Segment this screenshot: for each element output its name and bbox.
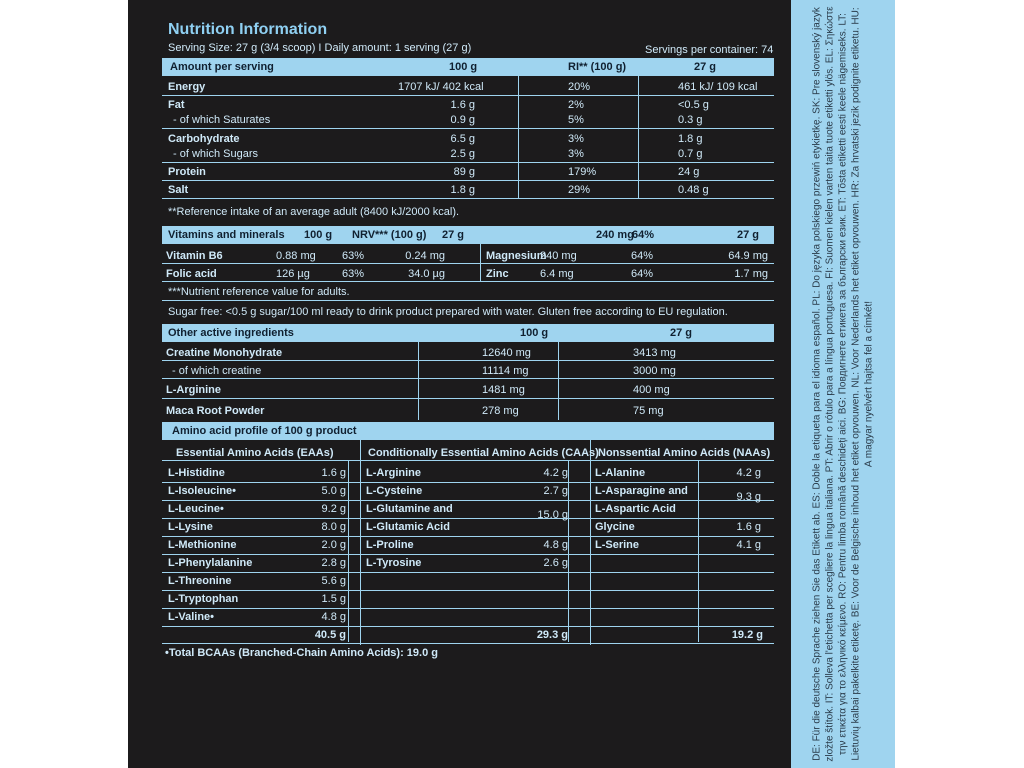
main-row-100g: 1.6 g bbox=[450, 99, 475, 111]
main-row-27g: 0.3 g bbox=[678, 114, 703, 126]
vit-row-label: Vitamin B6 bbox=[166, 250, 223, 262]
main-row-ri: 29% bbox=[568, 184, 591, 196]
eaa-row-value: 1.6 g bbox=[321, 467, 346, 479]
eaa-row-label: L-Valine• bbox=[168, 611, 215, 623]
eaa-total: 40.5 g bbox=[314, 629, 346, 641]
other-row-label: - of which creatine bbox=[172, 365, 262, 377]
vit-row-27g: 1.7 mg bbox=[734, 268, 768, 280]
other-row-100g: 1481 mg bbox=[482, 384, 525, 396]
vit-row-27g: 0.24 mg bbox=[405, 250, 445, 262]
vit-row-nrv: 64% bbox=[631, 268, 654, 280]
naa-title: Nonssential Amino Acids (NAAs) bbox=[598, 447, 771, 459]
vit-row-nrv: 63% bbox=[342, 250, 365, 262]
vit-row-nrv: 64% bbox=[631, 250, 654, 262]
other-row-100g: 12640 mg bbox=[482, 347, 531, 359]
naa-row-label: L-Alanine bbox=[595, 467, 646, 479]
caa-row-label: L-Cysteine bbox=[366, 485, 423, 497]
main-row-27g: <0.5 g bbox=[678, 99, 709, 111]
caa-row-label: L-Glutamine and bbox=[366, 503, 453, 515]
other-ingredients-header: Other active ingredients 100 g 27 g bbox=[162, 324, 774, 342]
naa-row-label: L-Aspartic Acid bbox=[595, 503, 676, 515]
serving-size: Serving Size: 27 g (3/4 scoop) I Daily amount: 1 serving (27 g) bbox=[168, 42, 472, 54]
nutrition-panel bbox=[128, 0, 791, 768]
eaa-row-label: L-Threonine bbox=[168, 575, 232, 587]
main-row-27g: 1.8 g bbox=[678, 133, 703, 145]
vit-row-27g: 64.9 mg bbox=[728, 250, 768, 262]
eaa-row-value: 1.5 g bbox=[321, 593, 346, 605]
other-row-27g: 75 mg bbox=[633, 405, 664, 417]
main-row-100g: 6.5 g bbox=[450, 133, 475, 145]
naa-row-label: Glycine bbox=[595, 521, 635, 533]
eaa-row-label: L-Phenylalanine bbox=[168, 557, 253, 569]
eaa-row-value: 2.0 g bbox=[321, 539, 346, 551]
amino-title-bar: Amino acid profile of 100 g product bbox=[162, 422, 774, 440]
naa-row-value: 1.6 g bbox=[736, 521, 761, 533]
other-row-label: Creatine Monohydrate bbox=[166, 347, 283, 359]
main-row-label: - of which Sugars bbox=[173, 148, 258, 160]
nrv-note: ***Nutrient reference value for adults. bbox=[168, 286, 350, 298]
main-row-ri: 179% bbox=[568, 166, 597, 178]
eaa-row-label: L-Methionine bbox=[168, 539, 237, 551]
eaa-row-value: 9.2 g bbox=[321, 503, 346, 515]
main-row-ri: 3% bbox=[568, 148, 584, 160]
main-row-label: Carbohydrate bbox=[168, 133, 240, 145]
eaa-row-value: 2.8 g bbox=[321, 557, 346, 569]
eaa-row-label: L-Lysine bbox=[168, 521, 213, 533]
vit-row-label: Magnesium bbox=[486, 250, 547, 262]
caa-row-value: 2.6 g bbox=[543, 557, 568, 569]
caa-title: Conditionally Essential Amino Acids (CAAs) bbox=[368, 447, 599, 459]
main-row-27g: 461 kJ/ 109 kcal bbox=[678, 81, 758, 93]
vit-row-nrv: 63% bbox=[342, 268, 365, 280]
other-row-label: Maca Root Powder bbox=[166, 405, 265, 417]
other-row-label: L-Arginine bbox=[166, 384, 221, 396]
main-row-100g: 2.5 g bbox=[450, 148, 475, 160]
main-row-100g: 0.9 g bbox=[450, 114, 475, 126]
other-row-27g: 400 mg bbox=[633, 384, 670, 396]
main-row-ri: 5% bbox=[568, 114, 584, 126]
servings-per-container: Servings per container: 74 bbox=[645, 44, 774, 56]
eaa-title: Essential Amino Acids (EAAs) bbox=[176, 447, 334, 459]
caa-row-value: 15.0 g bbox=[537, 509, 568, 521]
naa-row-value: 4.1 g bbox=[736, 539, 761, 551]
other-row-27g: 3413 mg bbox=[633, 347, 676, 359]
main-row-label: Fat bbox=[168, 99, 185, 111]
eaa-row-value: 4.8 g bbox=[321, 611, 346, 623]
main-row-label: - of which Saturates bbox=[173, 114, 271, 126]
other-row-100g: 278 mg bbox=[482, 405, 519, 417]
eaa-row-label: L-Tryptophan bbox=[168, 593, 239, 605]
caa-total: 29.3 g bbox=[536, 629, 568, 641]
caa-row-value: 4.2 g bbox=[543, 467, 568, 479]
caa-row-label: L-Tyrosine bbox=[366, 557, 422, 569]
naa-total: 19.2 g bbox=[731, 629, 763, 641]
other-row-27g: 3000 mg bbox=[633, 365, 676, 377]
caa-row-label: L-Proline bbox=[366, 539, 414, 551]
bcaa-total: •Total BCAAs (Branched-Chain Amino Acids): 19.0 g bbox=[165, 647, 438, 659]
vit-row-100g: 6.4 mg bbox=[540, 268, 574, 280]
eaa-row-label: L-Isoleucine• bbox=[168, 485, 237, 497]
naa-row-value: 4.2 g bbox=[736, 467, 761, 479]
naa-row-label: L-Serine bbox=[595, 539, 640, 551]
language-strip bbox=[791, 0, 895, 768]
eaa-row-label: L-Leucine• bbox=[168, 503, 224, 515]
main-row-ri: 3% bbox=[568, 133, 584, 145]
caa-row-label: L-Glutamic Acid bbox=[366, 521, 450, 533]
naa-row-label: L-Asparagine and bbox=[595, 485, 688, 497]
page-title: Nutrition Information bbox=[168, 21, 328, 38]
vitamins-header: Vitamins and minerals 100 g NRV*** (100 g) 27 g 240 mg 64% 27 g bbox=[162, 226, 774, 244]
naa-row-value: 9.3 g bbox=[736, 491, 761, 503]
main-row-27g: 0.7 g bbox=[678, 148, 703, 160]
vit-row-100g: 126 µg bbox=[276, 268, 310, 280]
main-row-100g: 1.8 g bbox=[450, 184, 475, 196]
vit-row-27g: 34.0 µg bbox=[408, 268, 445, 280]
main-row-label: Energy bbox=[168, 81, 206, 93]
other-row-100g: 11114 mg bbox=[482, 365, 529, 377]
eaa-row-label: L-Histidine bbox=[168, 467, 225, 479]
eaa-row-value: 8.0 g bbox=[321, 521, 346, 533]
main-row-100g: 1707 kJ/ 402 kcal bbox=[398, 81, 484, 93]
main-table-header: Amount per serving 100 g RI** (100 g) 27 g bbox=[162, 58, 774, 76]
language-text: DE: Für die deutsche Sprache ziehen Sie das Etikett ab. ES: Doble la etiqueta para el idioma español. PL: Do języka polskiego przewiń etykietkę. SK: Pre slovenský jazyk zložte štítok. IT: Solleva l'etichetta per scegliere la lingua italiana. PT: Abrir o rótulo para a língua portuguesa. FI: Suomen kielen varten taita tuote etiketti ylös. EL: Σηκώστε την ετικέτα για το ελληνικό κείμενο. RO: Pentru limba română deschideți aici. BG: Повдигнете етикета за български език. ET: Tõsta etiketti eesti keele nägemiseks. LT: Lietuvių kalbai pakelkite etiketę. BE: Voor de Belgische inhoud het etiket opvouwen. NL: Voor Nederlands het etiket opvouwen. HR: Za hrvatski jezik podignite etiketu. HU: A magyar nyelvért hajtsa fel a címkét! bbox=[811, 6, 875, 762]
eaa-row-value: 5.0 g bbox=[321, 485, 346, 497]
vit-row-100g: 240 mg bbox=[540, 250, 577, 262]
eaa-row-value: 5.6 g bbox=[321, 575, 346, 587]
main-row-ri: 2% bbox=[568, 99, 584, 111]
reference-note: **Reference intake of an average adult (8400 kJ/2000 kcal). bbox=[168, 206, 460, 218]
vit-row-100g: 0.88 mg bbox=[276, 250, 316, 262]
sugar-free-note: Sugar free: <0.5 g sugar/100 ml ready to drink product prepared with water. Gluten free according to EU regulation. bbox=[168, 306, 728, 318]
main-row-label: Protein bbox=[168, 166, 206, 178]
caa-row-value: 2.7 g bbox=[543, 485, 568, 497]
vit-row-label: Zinc bbox=[486, 268, 509, 280]
main-row-label: Salt bbox=[168, 184, 189, 196]
caa-row-label: L-Arginine bbox=[366, 467, 421, 479]
main-row-27g: 24 g bbox=[678, 166, 700, 178]
main-row-ri: 20% bbox=[568, 81, 591, 93]
main-row-100g: 89 g bbox=[453, 166, 475, 178]
caa-row-value: 4.8 g bbox=[543, 539, 568, 551]
vit-row-label: Folic acid bbox=[166, 268, 217, 280]
main-row-27g: 0.48 g bbox=[678, 184, 709, 196]
